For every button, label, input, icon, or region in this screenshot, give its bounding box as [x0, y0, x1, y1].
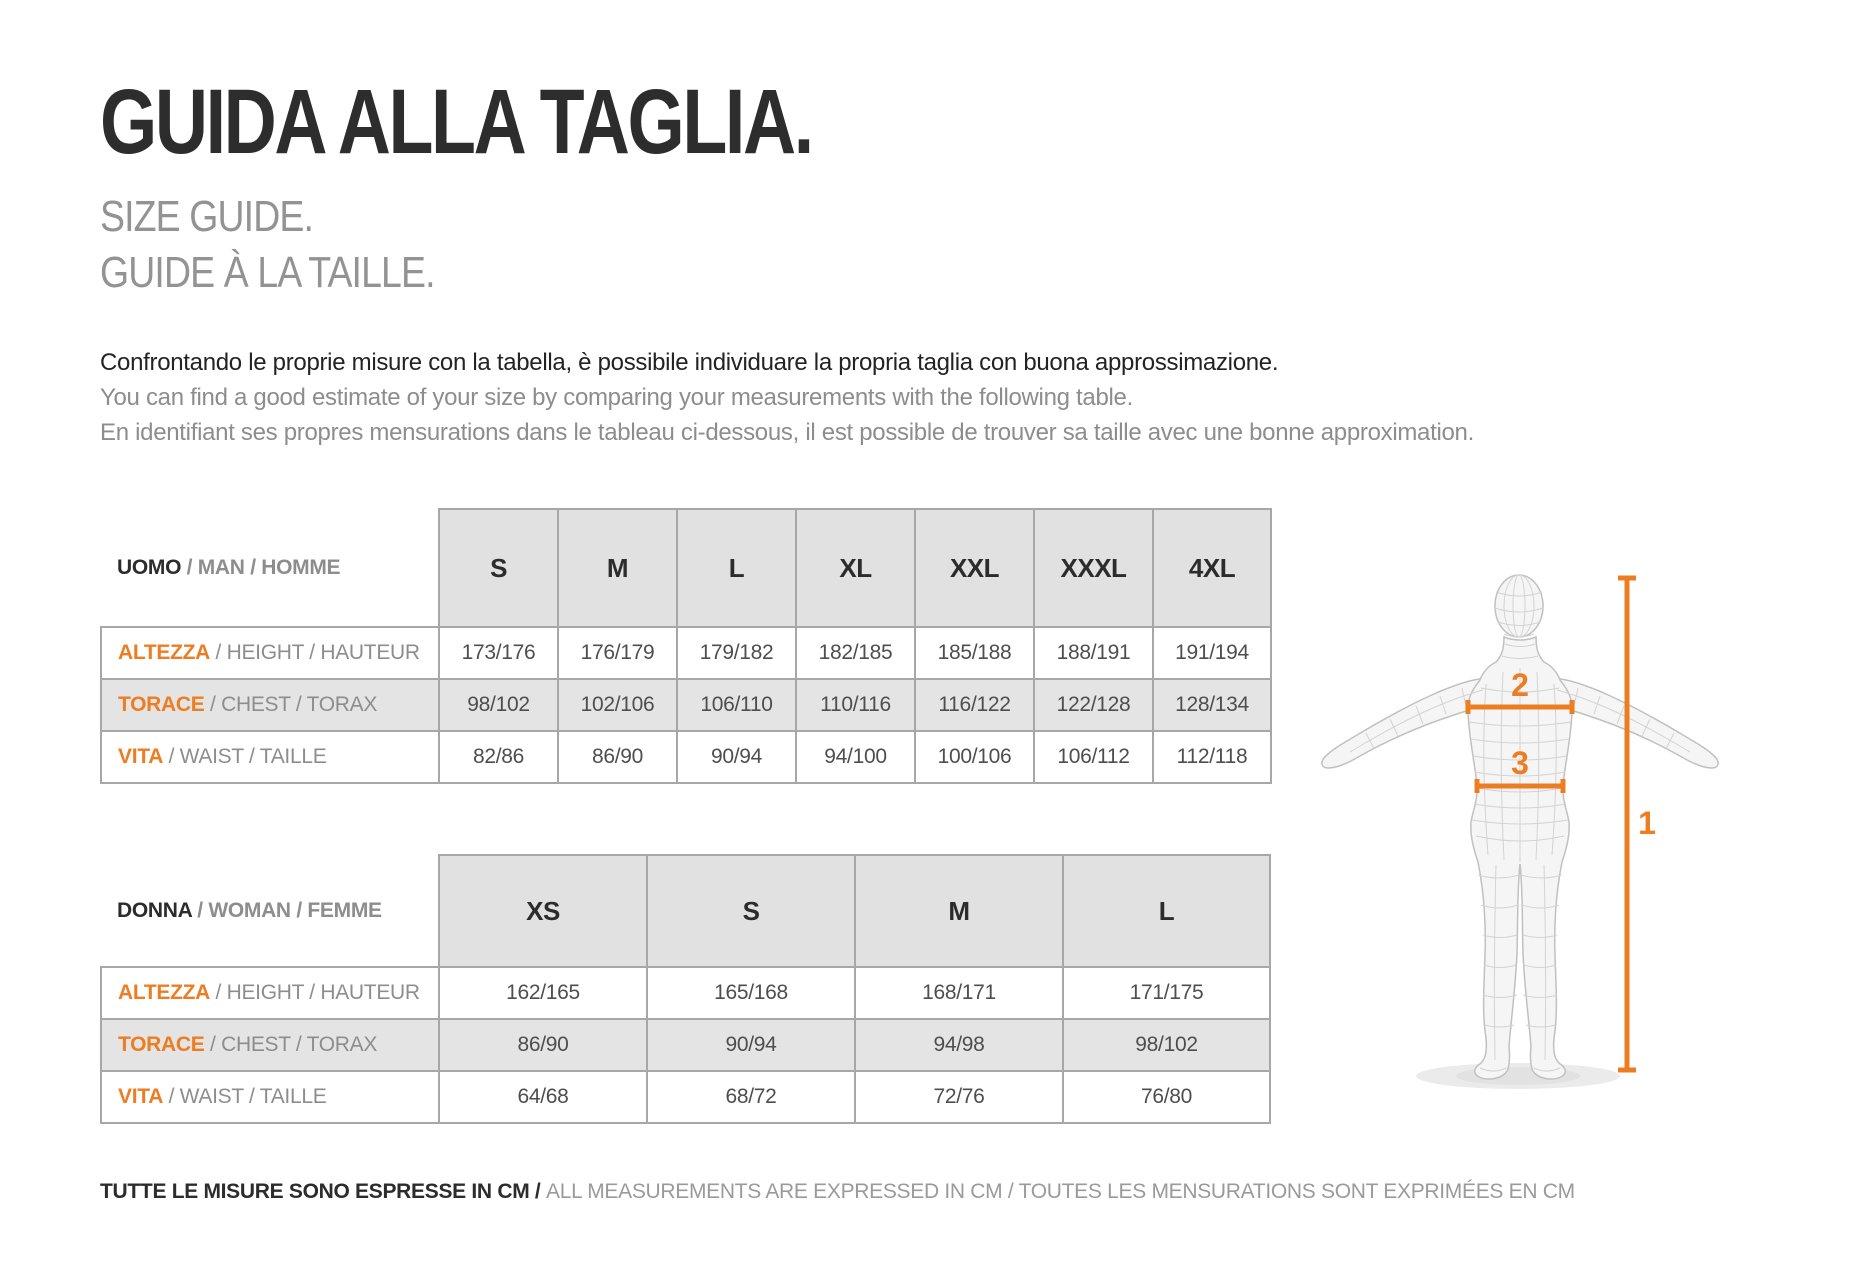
waist-marker-label: 3	[1511, 745, 1529, 781]
size-col-header: XL	[796, 509, 915, 627]
intro-line-french: En identifiant ses propres mensurations dans le tableau ci-dessous, il est possible de trouver sa taille avec une bonne approximation.	[100, 419, 1474, 446]
unit-note-en-fr: ALL MEASUREMENTS ARE EXPRESSED IN CM / TOUTES LES MENSURATIONS SONT EXPRIMÉES EN CM	[546, 1180, 1575, 1203]
women-size-table	[100, 854, 1271, 1124]
unit-note-italian: TUTTE LE MISURE SONO ESPRESSE IN CM /	[100, 1180, 546, 1203]
size-cell: 116/122	[915, 679, 1034, 731]
intro-line-italian: Confrontando le proprie misure con la tabella, è possibile individuare la propria taglia con buona approssimazione.	[100, 349, 1279, 376]
women-table-title	[101, 855, 439, 967]
row-label: VITA / WAIST / TAILLE	[101, 731, 439, 783]
size-col-header: S	[647, 855, 855, 967]
table-row-chest	[101, 679, 1271, 731]
size-col-header: XXL	[915, 509, 1034, 627]
row-label: ALTEZZA / HEIGHT / HAUTEUR	[101, 967, 439, 1019]
size-cell: 112/118	[1153, 731, 1271, 783]
size-cell: 94/98	[855, 1019, 1063, 1071]
size-cell: 98/102	[439, 679, 558, 731]
page-subtitles	[100, 189, 435, 301]
size-cell: 64/68	[439, 1071, 647, 1123]
table-row-chest	[101, 1019, 1270, 1071]
size-cell: 128/134	[1153, 679, 1271, 731]
right-arm	[1553, 678, 1718, 768]
row-label: VITA / WAIST / TAILLE	[101, 1071, 439, 1123]
size-cell: 98/102	[1063, 1019, 1270, 1071]
size-cell: 94/100	[796, 731, 915, 783]
intro-line-english: You can find a good estimate of your size by comparing your measurements with the following table.	[100, 384, 1133, 411]
size-cell: 100/106	[915, 731, 1034, 783]
size-cell: 90/94	[677, 731, 796, 783]
size-col-header: M	[855, 855, 1063, 967]
men-size-table	[100, 508, 1272, 784]
intro-paragraph	[100, 345, 1474, 450]
size-cell: 76/80	[1063, 1071, 1270, 1123]
measurements-unit-note	[100, 1180, 1575, 1204]
row-label: ALTEZZA / HEIGHT / HAUTEUR	[101, 627, 439, 679]
women-label-it: DONNA	[117, 898, 192, 922]
left-arm	[1322, 678, 1487, 768]
size-cell: 188/191	[1034, 627, 1153, 679]
subtitle-size-guide: SIZE GUIDE.	[100, 192, 314, 241]
men-header-row	[101, 509, 1271, 627]
men-label-it: UOMO	[117, 555, 182, 579]
table-row-height	[101, 967, 1270, 1019]
size-col-header: M	[558, 509, 677, 627]
head	[1495, 575, 1543, 637]
size-col-header: 4XL	[1153, 509, 1271, 627]
men-table-title	[101, 509, 439, 627]
size-cell: 110/116	[796, 679, 915, 731]
row-label: TORACE / CHEST / TORAX	[101, 679, 439, 731]
table-row-waist	[101, 731, 1271, 783]
size-cell: 106/112	[1034, 731, 1153, 783]
mannequin-figure	[1290, 520, 1874, 1140]
size-cell: 173/176	[439, 627, 558, 679]
table-row-height	[101, 627, 1271, 679]
size-cell: 162/165	[439, 967, 647, 1019]
size-cell: 179/182	[677, 627, 796, 679]
mannequin-illustration	[1290, 520, 1874, 1140]
size-cell: 185/188	[915, 627, 1034, 679]
height-marker-label: 1	[1638, 805, 1656, 841]
size-cell: 191/194	[1153, 627, 1271, 679]
women-label-translations: / WOMAN / FEMME	[191, 898, 382, 922]
size-col-header: L	[677, 509, 796, 627]
size-cell: 102/106	[558, 679, 677, 731]
page-title: GUIDA ALLA TAGLIA.	[100, 71, 812, 173]
men-label-translations: / MAN / HOMME	[181, 555, 341, 579]
size-cell: 165/168	[647, 967, 855, 1019]
chest-marker-label: 2	[1511, 667, 1529, 703]
size-cell: 90/94	[647, 1019, 855, 1071]
size-cell: 86/90	[439, 1019, 647, 1071]
row-label: TORACE / CHEST / TORAX	[101, 1019, 439, 1071]
table-row-waist	[101, 1071, 1270, 1123]
size-cell: 68/72	[647, 1071, 855, 1123]
size-cell: 122/128	[1034, 679, 1153, 731]
subtitle-guide-taille: GUIDE À LA TAILLE.	[100, 248, 435, 297]
size-col-header: S	[439, 509, 558, 627]
size-col-header: XS	[439, 855, 647, 967]
size-cell: 168/171	[855, 967, 1063, 1019]
size-col-header: XXXL	[1034, 509, 1153, 627]
size-cell: 182/185	[796, 627, 915, 679]
size-cell: 176/179	[558, 627, 677, 679]
size-cell: 86/90	[558, 731, 677, 783]
size-cell: 72/76	[855, 1071, 1063, 1123]
size-col-header: L	[1063, 855, 1270, 967]
size-cell: 82/86	[439, 731, 558, 783]
size-cell: 171/175	[1063, 967, 1270, 1019]
size-cell: 106/110	[677, 679, 796, 731]
women-header-row	[101, 855, 1270, 967]
